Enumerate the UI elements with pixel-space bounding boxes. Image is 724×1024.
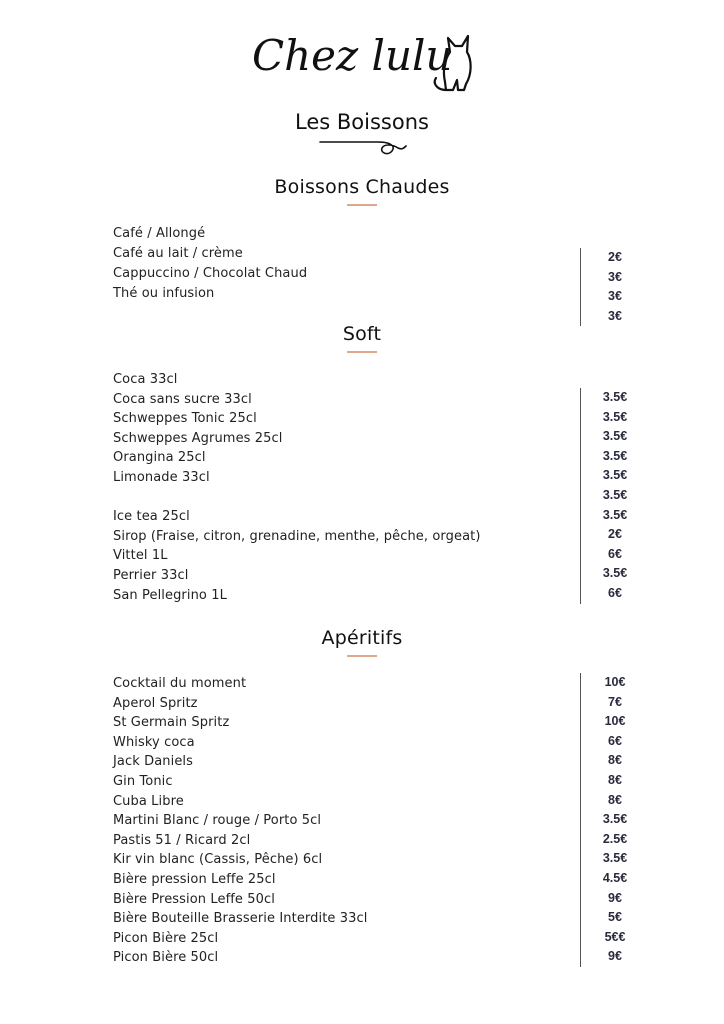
logo: [250, 18, 480, 98]
menu-item: Limonade 33cl: [113, 469, 210, 485]
price: 10€: [604, 675, 626, 689]
logo-text: Chez lulu: [252, 31, 453, 80]
menu-item: Schweppes Tonic 25cl: [113, 411, 257, 427]
price: 3.5€: [602, 487, 628, 502]
item-list-soft: [113, 370, 481, 605]
price: 5€€: [604, 929, 626, 944]
price: 4.5€: [602, 870, 628, 885]
price: 3€: [608, 289, 622, 303]
menu-item: Schweppes Agrumes 25cl: [113, 430, 283, 446]
menu-item: Café / Allongé: [113, 226, 206, 241]
price: 5€: [608, 910, 622, 925]
menu-item: Aperol Spritz: [113, 695, 198, 711]
menu-item: Gin Tonic: [113, 773, 173, 789]
menu-item: St Germain Spritz: [113, 715, 230, 731]
menu-item: Martini Blanc / rouge / Porto 5cl: [113, 813, 322, 829]
item-list-aperitifs: [113, 674, 367, 968]
price: 3.5€: [602, 812, 628, 827]
menu-item: Picon Bière 25cl: [113, 930, 219, 946]
section-title-soft: Soft: [342, 323, 382, 345]
menu-item: Coca sans sucre 33cl: [113, 391, 252, 407]
menu-item: Cappuccino / Chocolat Chaud: [113, 266, 308, 281]
price: 6€: [608, 546, 622, 561]
price: 6€: [608, 733, 622, 748]
price: 8€: [608, 772, 622, 787]
section-accent-rule: [347, 351, 377, 353]
price: 2.5€: [602, 831, 628, 846]
price-list-boissons-chaudes: [580, 248, 649, 326]
menu-item: Vittel 1L: [113, 548, 168, 564]
price: 6€: [608, 585, 622, 600]
price: 2€: [608, 527, 622, 542]
menu-item: Orangina 25cl: [113, 450, 206, 466]
menu-item: Ice tea 25cl: [113, 509, 190, 525]
price: 3.5€: [602, 390, 628, 404]
menu-item: Whisky coca: [113, 734, 195, 750]
menu-item: Picon Bière 50cl: [113, 950, 219, 966]
price: 8€: [608, 792, 622, 807]
price-list-soft: [580, 388, 649, 604]
menu-item: Bière Pression Leffe 50cl: [113, 891, 275, 907]
price: 3€: [608, 308, 622, 323]
price: 3.5€: [602, 409, 628, 424]
menu-item: Jack Daniels: [113, 754, 194, 770]
item-list-boissons-chaudes: [113, 224, 307, 304]
price: 9€: [608, 890, 622, 905]
menu-item: San Pellegrino 1L: [113, 587, 227, 603]
price: 2€: [608, 250, 622, 264]
price: 3.5€: [602, 448, 628, 463]
menu-item: Bière Bouteille Brasserie Interdite 33cl: [113, 911, 368, 927]
price-list-aperitifs: [580, 673, 649, 967]
price: 3.5€: [602, 468, 628, 483]
menu-item: Thé ou infusion: [113, 286, 215, 301]
menu-item: Bière pression Leffe 25cl: [113, 871, 276, 887]
section-accent-rule: [347, 204, 377, 206]
section-title-boissons-chaudes: Boissons Chaudes: [274, 176, 450, 198]
price: 3.5€: [602, 429, 628, 444]
menu-item: Sirop (Fraise, citron, grenadine, menthe, pêche, orgeat): [113, 528, 481, 544]
flourish-divider: [318, 136, 408, 158]
price: 8€: [608, 753, 622, 768]
menu-item: Coca 33cl: [113, 372, 178, 387]
menu-item: Pastis 51 / Ricard 2cl: [113, 832, 251, 848]
section-title-aperitifs: Apéritifs: [321, 627, 403, 649]
menu-item: Perrier 33cl: [113, 567, 189, 583]
price: 3.5€: [602, 507, 628, 522]
price: 7€: [608, 694, 622, 709]
price: 9€: [608, 949, 622, 964]
price: 3.5€: [602, 566, 628, 581]
price: 3€: [608, 269, 622, 284]
menu-item-spacer: [113, 488, 481, 508]
menu-item: Kir vin blanc (Cassis, Pêche) 6cl: [113, 852, 323, 868]
chez-lulu-logo-graphic: [250, 18, 480, 98]
menu-item: Café au lait / crème: [113, 246, 243, 261]
section-accent-rule: [347, 655, 377, 657]
price: 10€: [604, 714, 626, 729]
menu-title: Les Boissons: [295, 110, 429, 134]
menu-item: Cocktail du moment: [113, 676, 247, 691]
price: 3.5€: [602, 851, 628, 866]
menu-item: Cuba Libre: [113, 793, 184, 809]
